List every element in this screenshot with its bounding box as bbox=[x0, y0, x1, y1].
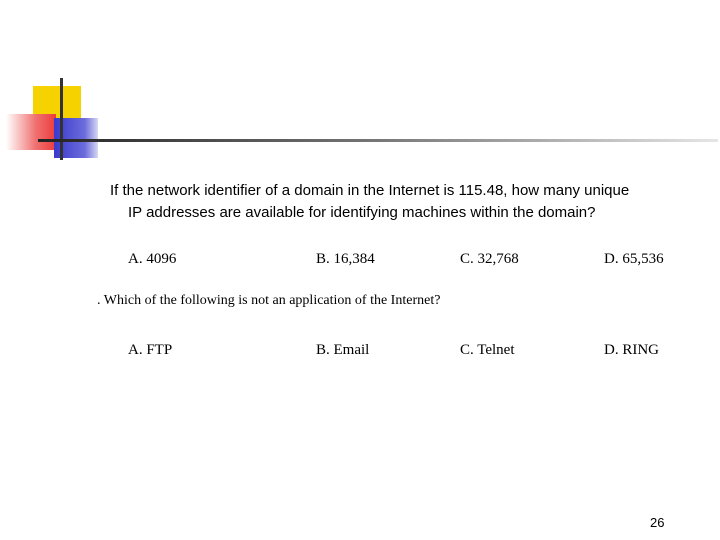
question-1 bbox=[110, 180, 700, 224]
question-2-option-d: D. RING bbox=[604, 342, 659, 358]
red-square bbox=[6, 114, 56, 150]
question-1-option-b: B. 16,384 bbox=[316, 251, 375, 267]
title-underline bbox=[38, 139, 718, 142]
question-2-option-b: B. Email bbox=[316, 342, 370, 358]
page-number: 26 bbox=[650, 515, 665, 530]
question-2: . Which of the following is not an application of the Internet? bbox=[97, 293, 441, 308]
question-1-option-c: C. 32,768 bbox=[460, 251, 519, 267]
title-decoration bbox=[0, 0, 720, 170]
question-2-option-a: A. FTP bbox=[128, 342, 173, 358]
question-1-line-1: If the network identifier of a domain in the Internet is 115.48, how many unique bbox=[110, 182, 630, 199]
vertical-rule bbox=[60, 78, 63, 160]
question-1-option-d: D. 65,536 bbox=[604, 251, 664, 267]
question-2-option-c: C. Telnet bbox=[460, 342, 515, 358]
question-1-line-2: IP addresses are available for identifying machines within the domain? bbox=[128, 204, 596, 221]
question-1-option-a: A. 4096 bbox=[128, 251, 177, 267]
